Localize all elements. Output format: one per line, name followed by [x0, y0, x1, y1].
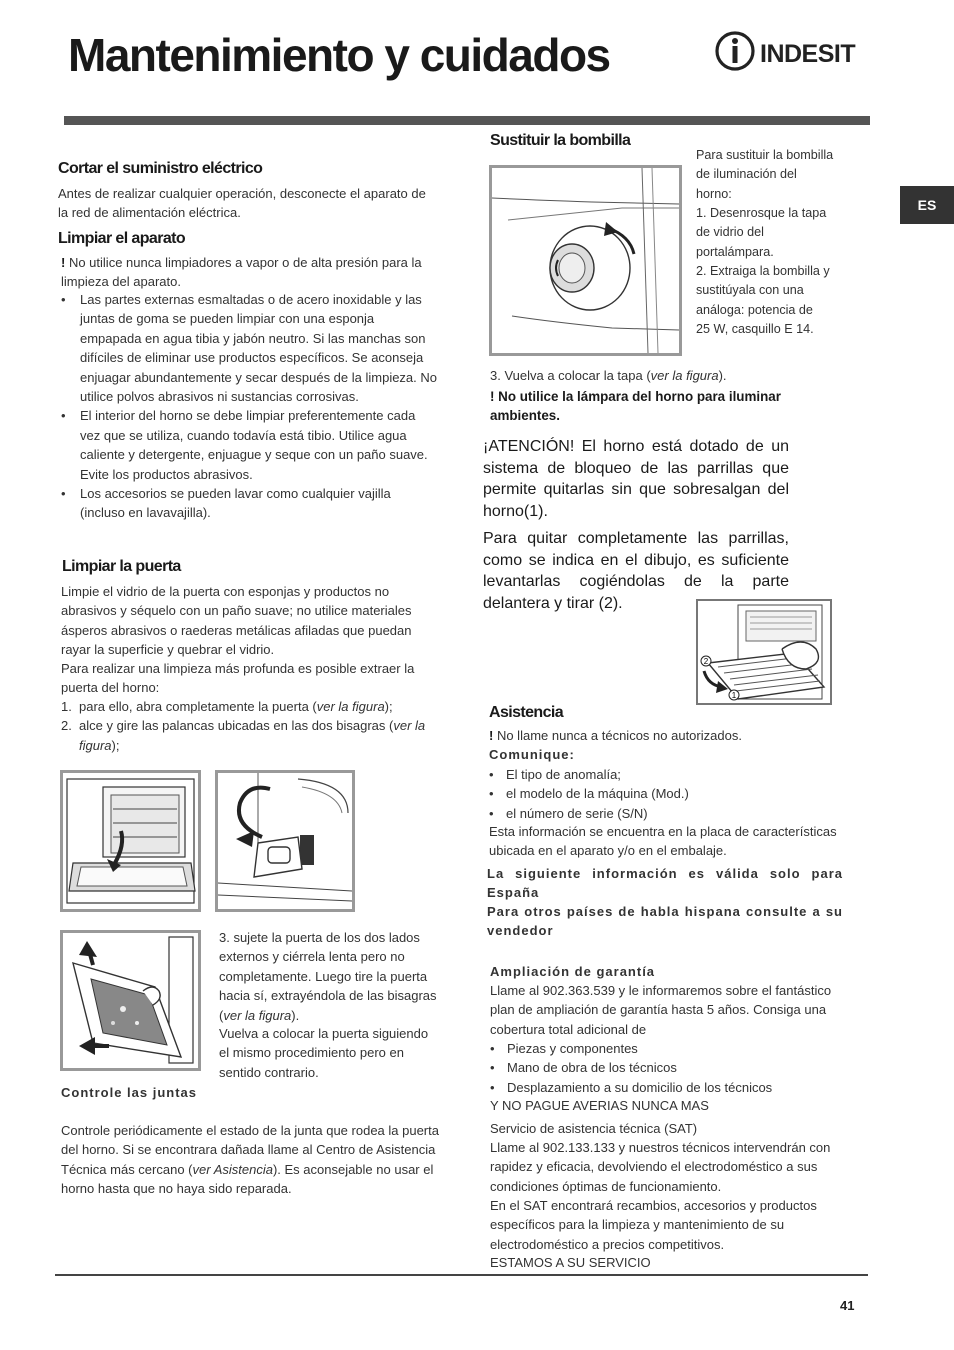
page-title: Mantenimiento y cuidados: [68, 29, 610, 81]
assistance-other-countries: Para otros países de habla hispana consulte a su vendedor: [487, 904, 843, 939]
door-text-2: Para realizar una limpieza más profunda es posible extraer la puerta del horno:: [61, 661, 415, 696]
bulb-step-2: 2. Extraiga la bombilla y sustitúyala con una análoga: potencia de 25 W, casquillo E 14.: [696, 264, 830, 337]
assistance-list: [486, 765, 846, 823]
list-item: • El interior del horno se debe limpiar preferentemente cada vez que se utiliza, cuando todavía está tibio. Utilice agua caliente y detergente, enjuague y seque con un paño suave. Evite los productos abrasivos.: [58, 406, 438, 484]
door-text-1: Limpie el vidrio de la puerta con esponjas y productos no abrasivos y séquelo con un paño suave; no utilice materiales ásperos abrasivos o raederas metálicas afiladas que puedan rayar la superficie y quebrar el vidrio.: [61, 584, 412, 658]
figure-door-removal: [60, 930, 201, 1071]
list-item: • El tipo de anomalía;: [486, 765, 846, 784]
bulb-warning: ! No utilice la lámpara del horno para iluminar ambientes.: [490, 389, 781, 424]
language-tab: ES: [900, 186, 954, 224]
header-divider: [64, 116, 870, 125]
warranty-list: [487, 1039, 847, 1097]
warranty-text: Llame al 902.363.539 y le informaremos sobre el fantástico plan de ampliación de garantía hasta 5 años. Consiga una cobertura total adicional de: [490, 983, 832, 1037]
brand-logo: [714, 30, 874, 76]
figure-rack-removal: [696, 599, 832, 705]
brand-name: INDESIT: [760, 40, 856, 68]
section-title-bulb: Sustituir la bombilla: [490, 132, 631, 149]
door-steps: [61, 697, 439, 755]
list-item: 1. para ello, abra completamente la puerta (ver la figura);: [61, 699, 393, 714]
footer-divider: [55, 1274, 868, 1276]
sat-title: Servicio de asistencia técnica (SAT): [490, 1121, 698, 1136]
section-title-assistance: Asistencia: [489, 704, 564, 721]
bulb-step-3: 3. Vuelva a colocar la tapa (ver la figura).: [490, 368, 727, 383]
warning-mark: !: [61, 255, 66, 270]
assistance-comunique: Comunique:: [489, 747, 575, 762]
assistance-info: Esta información se encuentra en la placa de características ubicada en el aparato y/o en el embalaje.: [489, 824, 837, 859]
bulb-step-1: 1. Desenrosque la tapa de vidrio del portalámpara.: [696, 206, 827, 259]
sat-end: ESTAMOS A SU SERVICIO: [490, 1255, 651, 1270]
attention-text-1: ¡ATENCIÓN! El horno está dotado de un sistema de bloqueo de las parrillas que permite quitarlas sin que sobresalgan del horno(1).: [483, 438, 789, 520]
clean-warning: [61, 253, 439, 292]
sat-text-1: Llame al 902.133.133 y nuestros técnicos intervendrán con rapidez y eficacia, devolviendo el electrodoméstico a sus condiciones óptimas de funcionamiento.: [490, 1140, 831, 1194]
list-item: • Las partes externas esmaltadas o de acero inoxidable y las juntas de goma se pueden limpiar con una esponja empapada en agua tibia y jabón neutro. Si las manchas son difíciles de eliminar use productos específicos. Se aconseja enjuagar abundantemente y secar después de la limpieza. No utilice polvos abrasivos ni sustancias corrosivas.: [58, 290, 438, 406]
power-text: Antes de realizar cualquier operación, desconecte el aparato de la red de alimentación eléctrica.: [58, 186, 426, 221]
assistance-warning: ! No llame nunca a técnicos no autorizados.: [489, 728, 742, 743]
section-title-power: Cortar el suministro eléctrico: [58, 160, 263, 177]
list-item: • Los accesorios se pueden lavar como cualquier vajilla (incluso en lavavajilla).: [58, 484, 438, 523]
attention-text-2: Para quitar completamente las parrillas, como se indica en el dibujo, es suficiente levantarlas cogiéndolas de la parte delantera y tirar (2).: [483, 530, 789, 612]
figure-label-2: 2: [703, 657, 709, 666]
warranty-end: Y NO PAGUE AVERIAS NUNCA MAS: [490, 1098, 709, 1113]
door-step-3-note: Vuelva a colocar la puerta siguiendo el mismo procedimiento pero en sentido contrario.: [219, 1026, 429, 1080]
clean-warning-text: No utilice nunca limpiadores a vapor o de alta presión para la limpieza del aparato.: [61, 255, 422, 290]
list-item: • Mano de obra de los técnicos: [487, 1058, 847, 1077]
section-title-door: Limpiar la puerta: [62, 558, 181, 575]
seals-text: Controle periódicamente el estado de la junta que rodea la puerta del horno. Si se encontrara dañada llame al Centro de Asistencia Técnica más cercano (ver Asistencia). Es aconsejable no usar el horno hasta que no haya sido reparada.: [61, 1123, 439, 1197]
warranty-title: Ampliación de garantía: [490, 964, 656, 979]
clean-bullet-list: [58, 290, 438, 523]
figure-label-1: 1: [731, 691, 737, 700]
sat-text-2: En el SAT encontrará recambios, accesorios y productos específicos para la limpieza y mantenimiento de su electrodoméstico a precios competitivos.: [490, 1198, 817, 1252]
section-title-clean: Limpiar el aparato: [58, 230, 186, 247]
page-number: 41: [840, 1298, 855, 1313]
section-power: [58, 160, 438, 178]
list-item: • el número de serie (S/N): [486, 804, 846, 823]
assistance-spain-note: La siguiente información es válida solo para España: [487, 866, 843, 901]
figure-lamp: [489, 165, 682, 356]
figure-hinge-lever: [215, 770, 355, 912]
list-item: • el modelo de la máquina (Mod.): [486, 784, 846, 803]
list-item: • Piezas y componentes: [487, 1039, 847, 1058]
list-item: 2. alce y gire las palancas ubicadas en las dos bisagras (ver la figura);: [61, 718, 426, 753]
figure-door-open: [60, 770, 201, 912]
door-step-3: 3. sujete la puerta de los dos lados externos y ciérrela lenta pero no completamente. Luego tire la puerta hacia sí, extrayéndola de las bisagras (ver la figura).: [219, 930, 437, 1023]
bulb-intro: Para sustituir la bombilla de iluminación del horno:: [696, 148, 834, 201]
list-item: • Desplazamiento a su domicilio de los técnicos: [487, 1078, 847, 1097]
section-title-seals: Controle las juntas: [61, 1085, 198, 1100]
